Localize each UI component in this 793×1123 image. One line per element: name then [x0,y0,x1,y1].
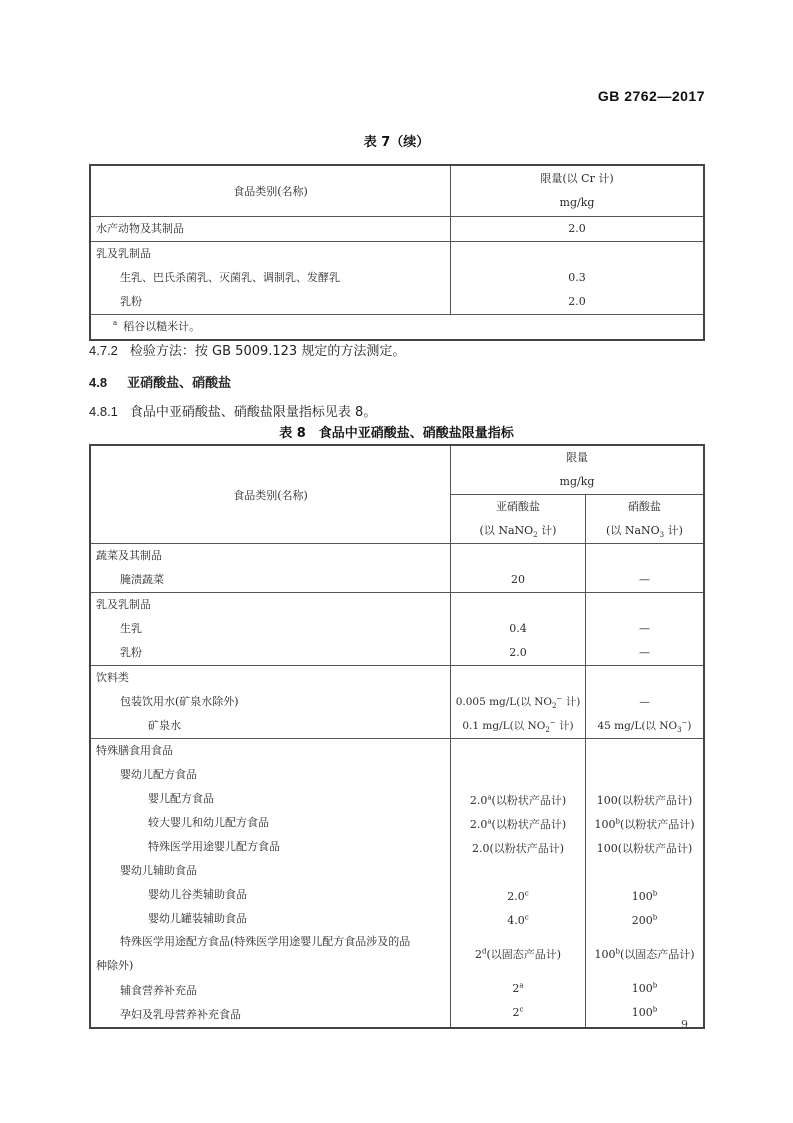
group-names [90,593,451,666]
table8-header-limit [451,445,705,495]
table7-header-limit-label: 限量(以 Cr 计) [540,172,614,185]
table7 [89,164,705,341]
section-4-7-2 [89,340,405,359]
footnote-text: 稻谷以糙米计。 [123,320,201,333]
value-text: 100 [631,890,653,903]
section-text: 食品中亚硝酸盐、硝酸盐限量指标见表 8。 [129,405,377,420]
value-text: 2 [512,1006,520,1019]
group-nitrite [451,593,586,666]
value-text: (以固态产品计) [486,948,562,961]
value-text: 0.1 mg/L(以 NO [462,720,546,732]
section-text: 检验方法：按 GB 5009.123 规定的方法测定。 [129,344,406,359]
value-sup: b [615,947,620,956]
nitrate-value [586,813,703,837]
value-text: 100 [631,1006,653,1019]
value-text: (以粉状产品计) [617,794,693,807]
section-title: 亚硝酸盐、硝酸盐 [127,376,232,391]
group-item: 婴幼儿谷类辅助食品 [148,888,247,901]
value-sub: 2 [552,702,557,711]
nitrite-value: 20 [511,573,525,586]
nitrate-value: — [639,696,650,708]
table7-group-value: 2.0 [568,295,586,308]
table-row-group [90,242,704,315]
nitrite-value [451,690,585,714]
basis-sub: 2 [533,531,538,540]
value-text: (以固态产品计) [619,948,695,961]
value-sup: − [556,694,563,703]
nitrate-value [586,933,703,977]
group-nitrite [451,544,586,593]
group-nitrate [586,666,705,739]
table8-group-dairy [90,593,704,666]
table8-header-row-1 [90,445,704,495]
table7-header-limit [451,165,705,217]
table8 [89,444,705,1029]
value-text: 100 [594,818,616,831]
basis-text: 计) [537,524,557,537]
group-item: 生乳 [120,622,142,635]
table7-group-item: 乳粉 [120,295,142,308]
table8-caption: 表 8 食品中亚硝酸盐、硝酸盐限量指标 [279,426,514,441]
table-row [90,217,704,242]
nitrate-value: — [639,573,650,586]
value-sup: d [481,947,487,956]
footnote-mark: a [113,319,118,328]
section-number: 4.8 [89,375,108,390]
nitrite-value [451,813,585,837]
group-title: 特殊膳食用食品 [96,744,173,757]
basis-text: 计) [664,524,683,537]
nitrate-value [586,885,703,909]
nitrite-value [451,837,585,861]
table7-group-values [451,242,705,315]
table7-row-value: 2.0 [451,217,705,242]
group-names [90,544,451,593]
table8-header-nitrate [586,495,705,544]
value-sup: − [549,718,556,727]
value-text: 45 mg/L(以 NO [597,720,678,732]
value-text: 2.0 [469,794,488,807]
group-title: 蔬菜及其制品 [96,549,162,562]
table7-footnote-row [90,315,704,341]
value-text: 计) [562,696,581,708]
nitrate-basis [586,519,703,543]
value-text: 200 [631,914,653,927]
nitrate-label: 硝酸盐 [628,500,661,513]
table8-header-nitrite [451,495,586,544]
value-text: (以粉状产品计) [617,842,693,855]
group-item: 矿泉水 [148,719,181,732]
subgroup-title: 婴幼儿辅助食品 [120,864,197,877]
value-sup: c [519,1005,524,1014]
value-sup: c [524,913,529,922]
value-text: (以粉状产品计) [491,794,567,807]
value-sup: a [519,981,524,990]
value-text: 4.0 [507,914,525,927]
table7-group-item: 生乳、巴氏杀菌乳、灭菌乳、调制乳、发酵乳 [120,271,340,284]
value-text: 0.005 mg/L(以 NO [455,696,553,708]
table7-caption: 表 7（续） [363,135,430,150]
group-item: 特殊医学用途配方食品(特殊医学用途婴儿配方食品涉及的品 [120,935,411,948]
table8-group-beverages [90,666,704,739]
subgroup-title: 婴幼儿配方食品 [120,768,197,781]
value-text: 计) [555,720,574,732]
nitrite-value [451,1001,585,1025]
nitrite-value: 0.4 [509,622,527,635]
value-text: 100 [631,982,653,995]
nitrite-value [451,909,585,933]
nitrate-value [586,977,703,1001]
nitrite-value [451,714,585,738]
group-nitrate [586,544,705,593]
section-number: 4.8.1 [89,404,118,419]
section-4-8-1 [89,401,376,420]
group-item: 孕妇及乳母营养补充食品 [120,1008,241,1021]
value-text: 2.0 [507,890,525,903]
group-nitrate [586,593,705,666]
table7-header-unit: mg/kg [559,196,595,209]
standard-code: GB 2762—2017 [597,88,705,104]
section-number: 4.7.2 [89,343,118,358]
value-sub: 2 [545,726,550,735]
page-number: 9 [681,1018,688,1031]
group-item: 较大婴儿和幼儿配方食品 [148,816,269,829]
table8-group-vegetables [90,544,704,593]
value-sup: c [524,889,529,898]
group-nitrate [586,739,705,1029]
value-text: 2 [474,948,482,961]
nitrite-value [451,885,585,909]
nitrite-label: 亚硝酸盐 [496,500,540,513]
value-text: 2.0 [471,842,490,855]
nitrite-value [451,789,585,813]
nitrate-value [586,837,703,861]
table7-row-name: 水产动物及其制品 [90,217,451,242]
group-item: 乳粉 [120,646,142,659]
nitrate-value [586,714,703,738]
group-names [90,739,451,1029]
group-nitrite [451,666,586,739]
nitrite-value [451,933,585,977]
table8-header-name: 食品类别(名称) [90,445,451,544]
table8-header-unit: mg/kg [559,475,595,488]
value-sup: b [652,981,658,990]
basis-sub: 3 [659,531,665,540]
value-sup: a [487,793,492,802]
nitrite-value: 2.0 [509,646,527,659]
nitrate-value: — [639,646,650,659]
nitrate-value [586,909,703,933]
value-text: (以粉状产品计) [619,818,695,831]
group-item: 包装饮用水(矿泉水除外) [120,695,239,708]
nitrite-basis [451,519,585,543]
nitrate-value [586,789,703,813]
basis-text: (以 NaNO [479,524,534,537]
table7-group-title: 乳及乳制品 [96,247,151,260]
table7-footnote [90,315,704,341]
group-item: 辅食营养补充品 [120,984,197,997]
table7-header-name: 食品类别(名称) [90,165,451,217]
value-sup: b [615,817,620,826]
nitrite-value [451,977,585,1001]
value-text: 100 [596,794,618,807]
value-sub: 3 [677,726,682,735]
nitrate-value: — [639,622,650,635]
group-item: 腌渍蔬菜 [120,573,164,586]
section-4-8-heading [89,372,231,391]
value-sup: − [681,718,688,727]
value-text: 100 [596,842,618,855]
value-sup: b [652,889,658,898]
group-item: 婴儿配方食品 [148,792,214,805]
table7-group-names [90,242,451,315]
group-item: 婴幼儿罐装辅助食品 [148,912,247,925]
group-nitrite [451,739,586,1029]
value-text: ) [687,720,692,732]
basis-text: (以 NaNO [606,524,660,537]
table8-header-limit-label: 限量 [566,451,588,464]
group-names [90,666,451,739]
table8-group-special-dietary [90,739,704,1029]
table7-group-value: 0.3 [568,271,586,284]
table7-header-row [90,165,704,217]
value-sup: b [652,1005,658,1014]
group-title: 饮料类 [96,671,129,684]
value-text: (以粉状产品计) [489,842,565,855]
group-title: 乳及乳制品 [96,598,151,611]
value-sup: a [487,817,492,826]
value-text: (以粉状产品计) [491,818,567,831]
group-item-continued: 种除外) [96,959,134,972]
value-sup: b [652,913,658,922]
value-text: 100 [594,948,616,961]
value-text: 2 [512,982,520,995]
group-item: 特殊医学用途婴儿配方食品 [148,840,280,853]
value-text: 2.0 [469,818,488,831]
